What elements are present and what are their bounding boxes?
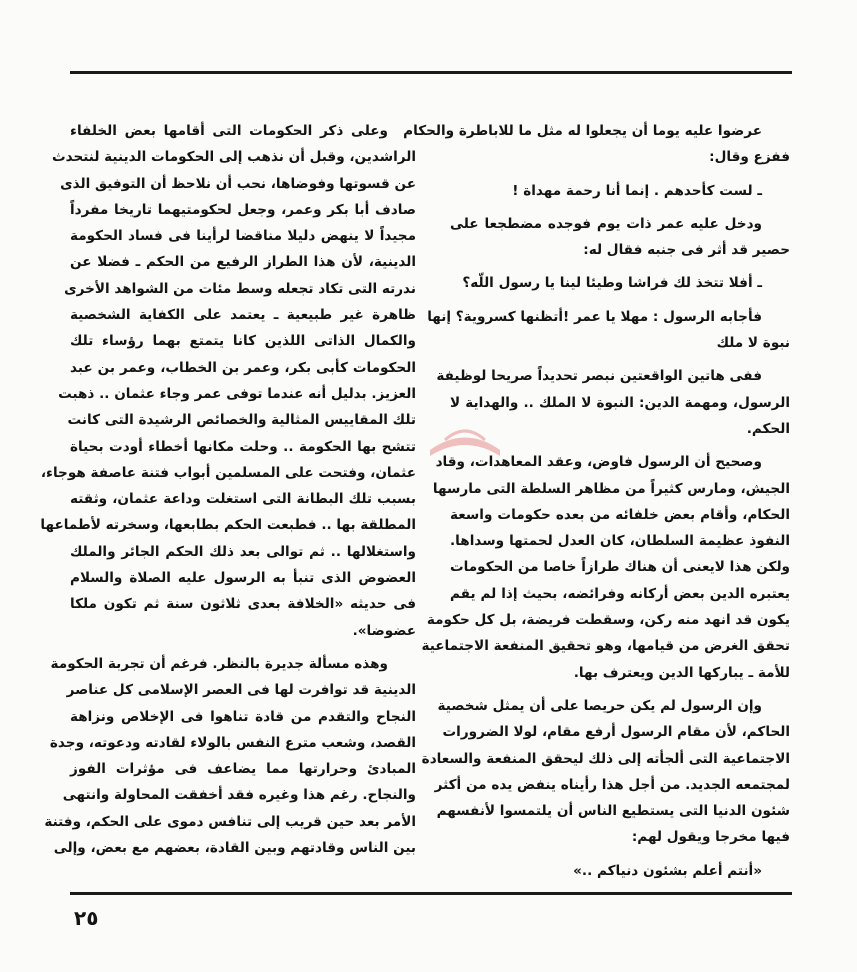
paragraph bbox=[421, 449, 790, 686]
text-line: المطلقة بها .. فطبعت الحكم بطابعها، وسخرته لأطماعها bbox=[40, 517, 416, 534]
bottom-rule bbox=[70, 892, 792, 895]
text-line: نبوة لا ملك bbox=[716, 335, 790, 352]
text-line: شئون الدنيا التى يستطيع الناس أن يلتمسوا لأنفسهم bbox=[436, 803, 790, 820]
text-line: الدينية قد توافرت لها فى العصر الإسلامى كل عناصر bbox=[66, 682, 416, 699]
text-line: فأجابه الرسول : مهلا يا عمر !أتظنها كسروية؟ إنها bbox=[427, 308, 762, 325]
page-number: ٢٥ bbox=[74, 906, 99, 930]
text-line: الحكم. bbox=[746, 420, 790, 437]
paragraph bbox=[450, 211, 790, 264]
text-line: الدينية، لأن هذا الطراز الرفيع من الحكم ـ فضلا عن bbox=[70, 254, 416, 271]
paragraph bbox=[427, 304, 790, 357]
top-rule bbox=[70, 71, 792, 74]
text-line: وصحيح أن الرسول فاوض، وعقد المعاهدات، وقاد bbox=[435, 454, 762, 471]
text-line: ـ أفلا تتخذ لك فراشا وطيئا لينا يا رسول اللّه؟ bbox=[462, 275, 762, 292]
text-line: عن قسوتها وفوضاها، نحب أن نلاحظ أن التوفيق الذى bbox=[60, 175, 416, 192]
paragraph bbox=[436, 363, 790, 442]
paragraph bbox=[40, 118, 416, 644]
text-line: ففزع وقال: bbox=[709, 149, 790, 166]
text-line: صادف أبا بكر وعمر، وجعل لحكومتيهما تاريخا مفرداً bbox=[70, 201, 416, 218]
text-line: مجيداً لا ينهض دليلا مناقضا لرأينا فى فساد الحكومة bbox=[70, 228, 416, 245]
text-line: وعلى ذكر الحكومات التى أقامها بعض الخلفاء bbox=[70, 123, 388, 139]
text-line: يعتبره الدين بعض أركانه وفرائضه، بحيث إذا لم يقم bbox=[450, 585, 790, 602]
left-text-column bbox=[40, 118, 416, 868]
paragraph bbox=[450, 178, 790, 204]
text-line: فيها مخرجا ويقول لهم: bbox=[631, 829, 790, 846]
text-line: عثمان، وفتحت على المسلمين أبواب فتنة عاصفة هوجاء، bbox=[40, 464, 416, 481]
text-line: الحكام، وأقام بعض خلفائه من بعده حكومات واسعة bbox=[450, 506, 790, 523]
text-line: النجاح والتقدم من قادة تناهوا فى الإخلاص ونزاهة bbox=[70, 708, 416, 725]
text-line: ندرته التى تكاد تجعله وسط مئات من الشواهد الأخرى bbox=[64, 280, 416, 297]
text-line: الراشدين، وقبل أن نذهب إلى الحكومات الدينية لنتحدث bbox=[51, 149, 416, 166]
text-line: الأمر بعد حين قريب إلى تنافس دموى على الحكم، وفتنة bbox=[44, 813, 416, 830]
text-line: وإن الرسول لم يكن حريصا على أن يمثل شخصية bbox=[437, 697, 762, 714]
text-line: الرسول، ومهمة الدين: النبوة لا الملك .. والهداية لا bbox=[450, 394, 790, 411]
text-line: يكون قد انهد منه ركن، وسقطت فريضة، بل كل حكومة bbox=[426, 612, 790, 629]
text-line: بين الناس وقادتهم وبين القادة، بعضهم مع بعض، وإلى bbox=[53, 840, 416, 857]
paragraph bbox=[421, 693, 790, 851]
text-line: الاجتماعية التى ألجأته إلى ذلك ليحقق المنفعة والسعادة bbox=[421, 750, 790, 767]
text-line: فى حديثه «الخلافة بعدى ثلاثون سنة ثم تكون ملكا bbox=[70, 596, 416, 613]
text-line: تلك المقاييس المثالية والخصائص الرشيدة التى كانت bbox=[67, 412, 416, 429]
text-line: ـ لست كأحدهم . إنما أنا رحمة مهداة ! bbox=[512, 182, 762, 199]
text-line: الحكومات كأبى بكر، وعمر بن الخطاب، وعمر بن عبد bbox=[70, 359, 416, 376]
text-line: واستغلالها .. ثم توالى بعد ذلك الحكم الجائر والملك bbox=[70, 543, 416, 560]
text-line: والكمال الذاتى اللذين كانا يتمتع بهما رؤساء تلك bbox=[70, 333, 416, 350]
text-line: الجيش، ومارس كثيراً من مظاهر السلطة التى مارسها bbox=[432, 480, 790, 497]
right-text-column bbox=[403, 118, 790, 891]
text-line: بسبب تلك البطانة التى استغلت وداعة عثمان، وثقته bbox=[70, 491, 416, 508]
text-line: ولكن هذا لايعنى أن هناك طرازاً خاصا من الحكومات bbox=[450, 559, 790, 576]
paragraph bbox=[450, 270, 790, 296]
text-line: القصد، وشعب مترع النفس بالولاء لقادته ودعوته، وجدة bbox=[49, 734, 416, 751]
text-line: وهذه مسألة جديرة بالنظر. فرغم أن تجربة الحكومة bbox=[50, 655, 388, 672]
text-line: ودخل عليه عمر ذات يوم فوجده مضطجعا على bbox=[450, 215, 762, 232]
text-line: تتشح بها الحكومة .. وحلت مكانها أخطاء أودت بحياة bbox=[70, 438, 416, 455]
text-line: تحقق الغرض من قيامها، وهو تحقيق المنفعة الاجتماعية bbox=[421, 638, 790, 655]
text-line: «أنتم أعلم بشئون دنياكم ..» bbox=[573, 862, 762, 879]
paragraph bbox=[403, 118, 790, 171]
text-line: عرضوا عليه يوما أن يجعلوا له مثل ما للاباطرة والحكام bbox=[403, 123, 762, 139]
text-line: للأمة ـ يباركها الدين ويعترف بها. bbox=[573, 664, 790, 681]
paragraph bbox=[450, 858, 790, 884]
text-line: العضوض الذى تنبأ به الرسول عليه الصلاة والسلام bbox=[70, 570, 416, 587]
text-line: الحاكم، لأن مقام الرسول أرفع مقام، لولا الضرورات bbox=[442, 724, 790, 741]
text-line: ففى هاتين الواقعتين نبصر تحديداً صريحا لوظيفة bbox=[436, 368, 762, 385]
text-line: عضوضا». bbox=[352, 622, 416, 639]
text-line: ظاهرة غير طبيعية ـ يعتمد على الكفاية الشخصية bbox=[70, 307, 416, 324]
paragraph bbox=[44, 651, 416, 861]
text-line: حصير قد أثر فى جنبه فقال له: bbox=[583, 242, 790, 259]
text-line: النفوذ عظيمة السلطان، كان العدل لحمتها وسداها. bbox=[450, 533, 790, 550]
text-line: المبادئ وحرارتها مما يضاعف فى مؤثرات الفوز bbox=[70, 761, 416, 778]
text-line: والنجاح. رغم هذا وغيره فقد أخفقت المحاولة وانتهى bbox=[62, 787, 416, 804]
text-line: العزيز. بدليل أنه عندما توفى عمر وجاء عثمان .. ذهبت bbox=[58, 385, 416, 402]
text-line: لمجتمعه الجديد. من أجل هذا رأيناه ينفض يده من أكثر bbox=[434, 776, 790, 793]
